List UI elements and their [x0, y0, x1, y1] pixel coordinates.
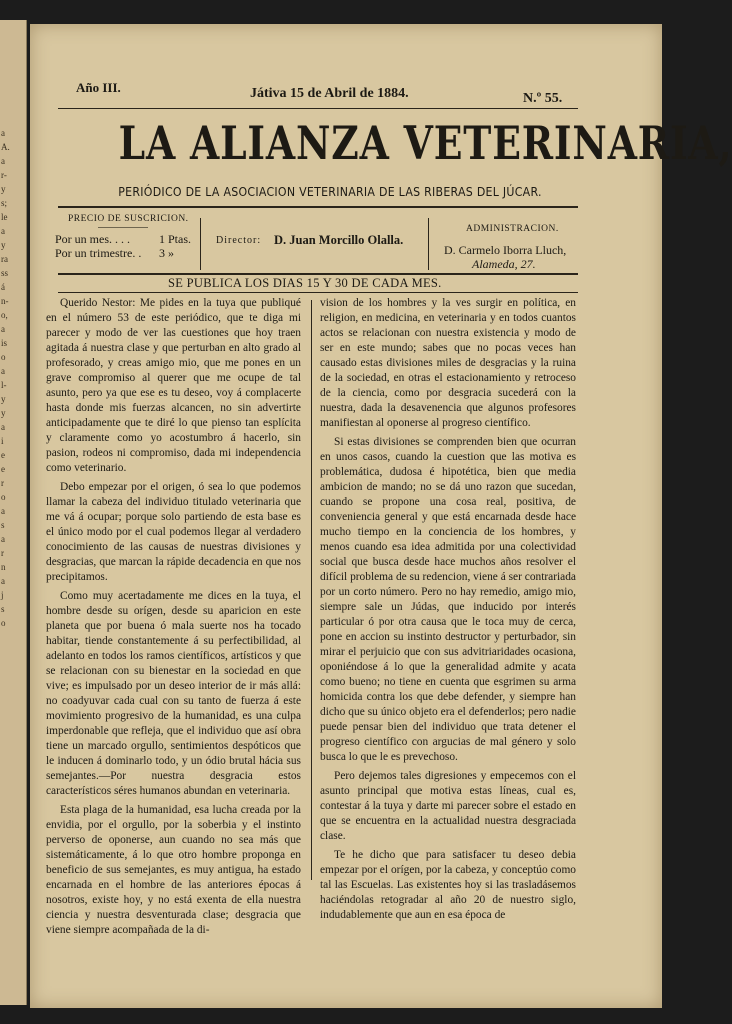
adjacent-page-fragment: o: [1, 492, 6, 502]
issue-number: N.º 55.: [523, 91, 563, 106]
adjacent-page-fragment: s: [1, 520, 5, 530]
adjacent-page-fragment: s;: [1, 198, 8, 208]
adjacent-page-fragment: r: [1, 548, 4, 558]
admin-name: D. Carmelo Iborra Lluch,: [444, 243, 567, 257]
adjacent-page-fragment: l-: [1, 380, 7, 390]
adjacent-page-fragment: a: [1, 366, 5, 376]
paragraph: Esta plaga de la humanidad, esa lucha creada por la envidia, por el orgullo, por la soberbia y el instinto perverso de oponerse, aun cuando no sea más que sistemáticamente, á lo que otro hombre proponga en beneficio de sus semejantes, es muy antigua, ha estado encarnada en el hombre de las anteriores épocas á nosotros, existe hoy, y no está exenta de ella nuestra ciencia y nuestra desventurada clase; desgracia que viene siempre acompañada de la di-: [46, 804, 301, 936]
adjacent-page-edge: [0, 20, 27, 1005]
director-label: Director:: [216, 235, 262, 246]
newspaper-page: [30, 24, 732, 1008]
year-label: Año III.: [76, 80, 121, 95]
masthead-title: LA ALIANZA VETERINARIA,: [118, 116, 732, 170]
paragraph: Debo empezar por el origen, ó sea lo que podemos llamar la cabeza del individuo titulado veterinaria que me vá á ocupar; porque solo partiendo de esta base es el único modo por el cual podemos llegar al verdadero conocimiento de las causas de nuestras divisiones y desgracias, que marcan la rápide decadencia en que nos precipitamos.: [46, 481, 301, 583]
adjacent-page-fragment: á: [1, 282, 5, 292]
price-trimester-value: 3 »: [159, 246, 174, 260]
adjacent-page-fragment: e: [1, 464, 5, 474]
adjacent-page-fragment: a: [1, 226, 5, 236]
adjacent-page-fragment: ra: [1, 254, 8, 264]
paragraph: Pero dejemos tales digresiones y empecemos con el asunto principal que motiva estas líneas, cual es, contestar á la tuya y darte mi parecer sobre el estado en que se encuentra en la actualidad nuestra desgraciada clase.: [320, 770, 576, 842]
header-rule: [58, 108, 578, 109]
adjacent-page-fragment: le: [1, 212, 8, 222]
adjacent-page-fragment: a: [1, 128, 5, 138]
adjacent-page-fragment: a: [1, 506, 5, 516]
info-divider-1: [200, 218, 201, 270]
article-column-1: [46, 296, 301, 938]
director-name: D. Juan Morcillo Olalla.: [274, 233, 404, 247]
adjacent-page-fragment: A.: [1, 142, 10, 152]
adjacent-page-fragment: y: [1, 408, 6, 418]
info-divider-2: [428, 218, 429, 270]
adjacent-page-fragment: is: [1, 338, 8, 348]
admin-title: ADMINISTRACION.: [466, 224, 559, 234]
paragraph: Querido Nestor: Me pides en la tuya que publiqué en el número 53 de este periódico, que te diga mi parecer y modo de ver las cuestiones que hoy traen agitada á nuestra clase y que perturban en alto grado al profesorado, y creas amigo mio, que me pones en un grave compromiso al querer que me ocupe de tal asunto, pero ya que ese es tu deseo, voy á complacerte hasta donde mis fuerzas alcancen, no sin advertirte anticipadamente que te diré lo que pienso tan esplícita y claramente como yo acostumbro á hacerlo, sin pasion, rodeos ni compromiso, dada mi independencia como veterinario.: [46, 297, 301, 474]
paragraph: Como muy acertadamente me dices en la tuya, el hombre desde su orígen, desde su aparicion en este planeta que por buena ó mala suerte nos ha tocado habitar, tiende constantemente á su perfectibilidad, al adelanto en todos los ramos científicos, artísticos y que se relacionan con su bienestar en la sociedad en que vive; es impulsado por un deseo interior de ir más allá: no coadyuvar cada cual con su tanto de fuerza á este movimiento progresivo de la humanidad, es una culpa imperdonable que refleja, que el individuo que así obra tiene un marcado orgullo, sentimientos despóticos que le inducen á dominarlo todo, y un ódio brutal hácia sus semejantes.—Por nuestra desgracia estos característicos séres humanos abundan en veterinaria.: [46, 590, 301, 797]
adjacent-page-fragment: a: [1, 156, 5, 166]
paragraph: vision de los hombres y la ves surgir en política, en religion, en medicina, en veterinaria y en todos cuantos actos se relacionan con nuestra existencia y modo de ser en este mundo; sabes que no pocas veces han causado estas divisiones miles de desgracias y la ruina de la sociedad, en otras el estacionamiento y retroceso de la ciencia, como por desgracia sucederá con la nuestra, dada la desavenencia que algunos profesores manifiestan al oponerse al progreso científico.: [320, 297, 576, 429]
article-column-2: [320, 296, 576, 923]
paragraph: Si estas divisiones se comprenden bien que ocurran en unos casos, cuando la cuestion que las motiva es problemática, dudosa é hipotética, bien que media ambicion de mando; no se dá uno razon que sucedan, cuando se propone una cosa real, positiva, de conveniencia general y que está encarnada desde hace mucho tiempo en la conciencia de los hombres, y menos cuando esa idea admitida por una colectividad social que busca desde hace muchos años resolver el difícil problema de su redencion, viene á ser contrariada por un corto número. Pero no hay remedio, amigo mio, siempre sale un Júdas, que inducido por interés particular ó por otra causa que le toca muy de cerca, pone en accion su instinto destructor y perturbador, sin mirar el perjuicio que con sus advitriaridades ocasiona, oponiéndose á lo que la generalidad admite y acata como bueno; no tiene en cuenta que esgrimen su arma homicida contra los que debe defender, y siempre han dicho que su único objeto era el defenderlos; pero nadie puede pensar bien del individuo que trata detener el progreso científico con argucias de mal género y solo busca lo que le es prevechoso.: [320, 436, 576, 763]
note-rule: [58, 292, 578, 293]
adjacent-page-fragment: y: [1, 394, 6, 404]
adjacent-page-fragment: ss: [1, 268, 9, 278]
adjacent-page-fragment: s: [1, 604, 5, 614]
price-month-label: Por un mes. . . .: [55, 232, 130, 246]
price-trimester-label: Por un trimestre. .: [55, 246, 142, 260]
info-top-rule: [58, 206, 578, 208]
adjacent-page-fragment: j: [1, 590, 4, 600]
adjacent-page-fragment: n-: [1, 296, 9, 306]
place-date: Játiva 15 de Abril de 1884.: [250, 86, 409, 101]
adjacent-page-fragment: n: [1, 562, 6, 572]
masthead-subtitle: PERIÓDICO DE LA ASOCIACION VETERINARIA DE LAS RIBERAS DEL JÚCAR.: [118, 184, 542, 199]
adjacent-page-fragment: a: [1, 534, 5, 544]
adjacent-page-fragment: r-: [1, 170, 7, 180]
adjacent-page-fragment: a: [1, 324, 5, 334]
admin-address: Alameda, 27.: [472, 257, 536, 271]
info-bottom-rule: [58, 273, 578, 275]
publishing-note: SE PUBLICA LOS DIAS 15 Y 30 DE CADA MES.: [168, 276, 442, 290]
price-title: PRECIO DE SUSCRICION.: [68, 214, 189, 224]
adjacent-page-fragment: r: [1, 478, 4, 488]
adjacent-page-fragment: e: [1, 450, 5, 460]
adjacent-page-fragment: o,: [1, 310, 8, 320]
adjacent-page-fragment: i: [1, 436, 4, 446]
adjacent-page-fragment: a: [1, 576, 5, 586]
adjacent-page-fragment: y: [1, 240, 6, 250]
price-month-value: 1 Ptas.: [159, 232, 192, 246]
column-divider: [311, 300, 312, 880]
adjacent-page-fragment: o: [1, 618, 6, 628]
price-title-underline: [98, 227, 148, 228]
paragraph: Te he dicho que para satisfacer tu deseo debia empezar por el orígen, por la cabeza, y conceptúo como tal las Escuelas. Las existentes hoy si las trasladásemos haciéndolas retogradar al año 20 de nuestro siglo, indudablemente que aun en esa época de: [320, 849, 576, 921]
adjacent-page-fragment: a: [1, 422, 5, 432]
adjacent-page-fragment: y: [1, 184, 6, 194]
adjacent-page-fragment: o: [1, 352, 6, 362]
